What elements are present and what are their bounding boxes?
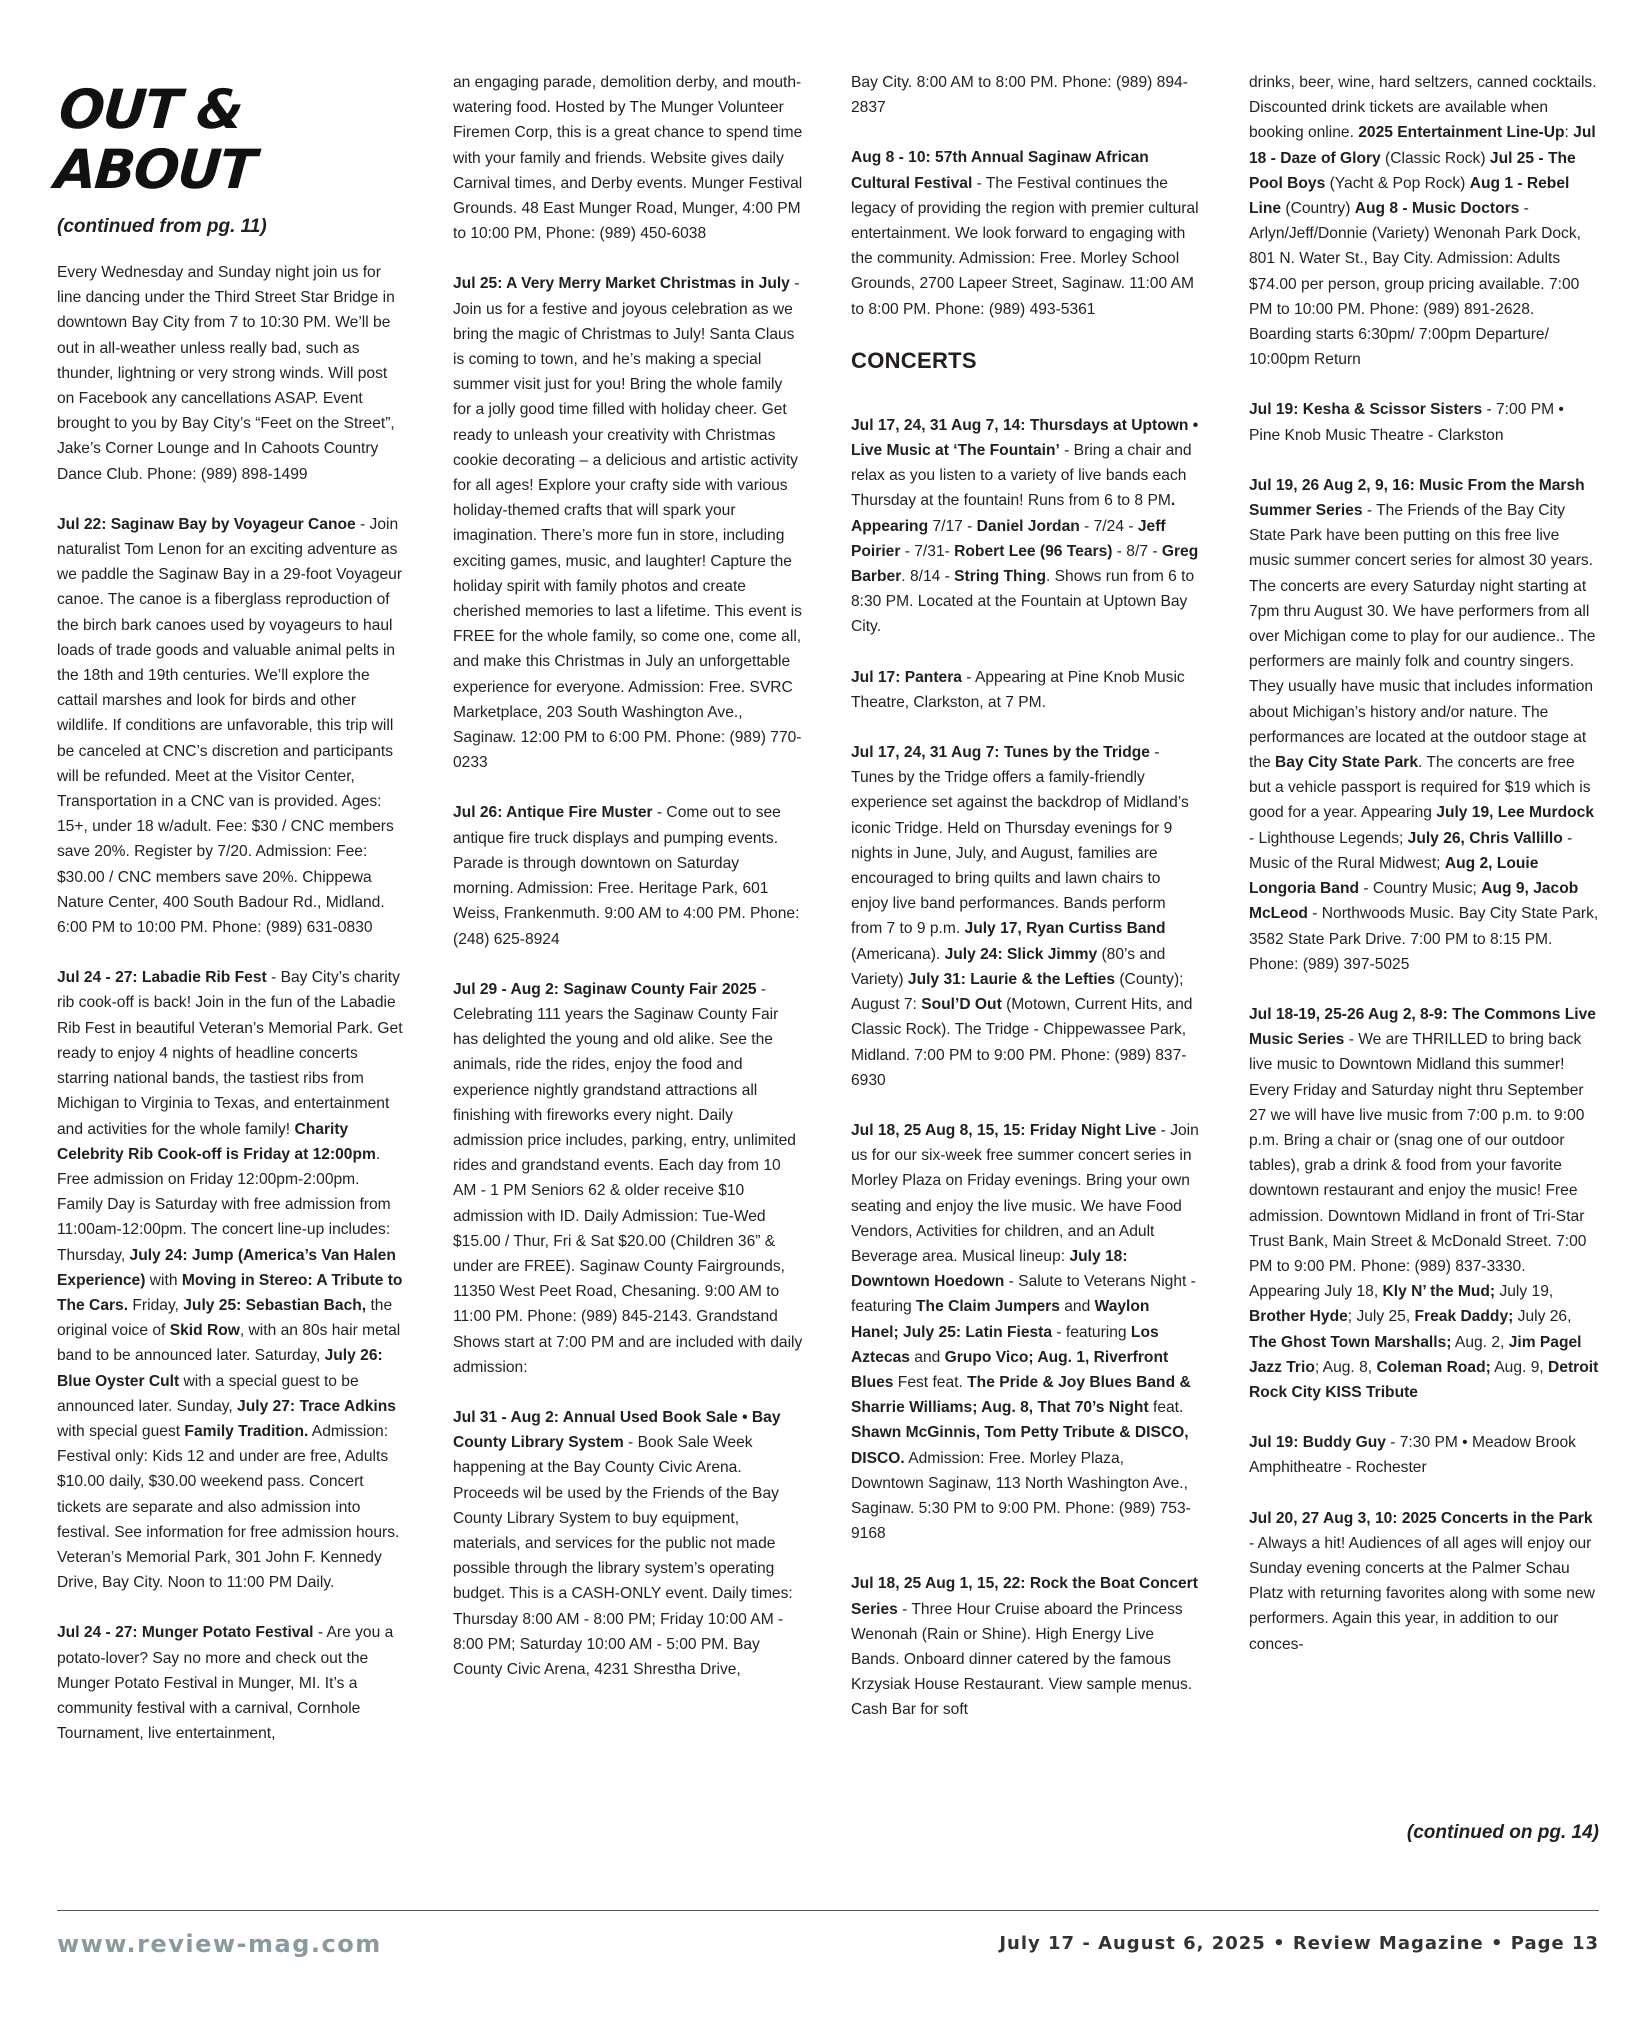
listing-text: with bbox=[145, 1271, 182, 1289]
listing-highlight: Greg Barber bbox=[851, 542, 1199, 586]
listing-body: - 7:00 PM • Pine Knob Music Theatre - Clarkston bbox=[1249, 401, 1564, 444]
listing-highlight: July 25: Sebastian Bach, bbox=[183, 1296, 367, 1314]
listing-highlight: Grupo Vico; Aug. 1, Riverfront Blues bbox=[851, 1348, 1169, 1391]
listing-highlight: Jim Pagel Jazz Trio bbox=[1249, 1333, 1582, 1376]
listing-text: . Shows run from 6 to 8:30 PM. Located at the Fountain at Uptown Bay City. bbox=[851, 568, 1195, 636]
listing-highlight: Jul 18 - Daze of Glory bbox=[1249, 124, 1596, 167]
listing-body: - Are you a potato-lover? Say no more and check out the Munger Potato Festival in Munger, MI. It’s a community festival with a carnival, Cornhole Tournament, live entertainment, bbox=[57, 1624, 394, 1743]
listing-highlight: Daniel Jordan bbox=[976, 517, 1080, 535]
listing-rock-the-boat-continued bbox=[1249, 70, 1599, 372]
listing-text: - Country Music; bbox=[1359, 880, 1482, 898]
continued-from-note: (continued from pg. 11) bbox=[57, 216, 267, 237]
listing-text: . 8/14 - bbox=[901, 568, 955, 586]
listing-book-sale bbox=[453, 1405, 803, 1682]
listing-text: (80’s and Variety) bbox=[851, 945, 1166, 988]
listing-highlight: The Ghost Town Marshalls; bbox=[1249, 1333, 1452, 1351]
listing-title: Jul 24 - 27: Munger Potato Festival bbox=[57, 1624, 314, 1642]
listing-title: Jul 18, 25 Aug 8, 15, 15: Friday Night Live bbox=[851, 1121, 1157, 1139]
column-1 bbox=[52, 78, 407, 1771]
listing-highlight: July 31: Laurie & the Lefties bbox=[907, 970, 1116, 988]
listing-text: - Tunes by the Tridge offers a family-friendly experience set against the backdrop of Midland’s iconic Tridge. Held on Thursday evenings for 9 nights in June, July, and August, families are encouraged to bring quilts and lawn chairs to enjoy live band performances. Bands perform from 7 to 9 p.m. bbox=[851, 744, 1189, 938]
listing-highlight: Jeff Poirier bbox=[851, 517, 1166, 560]
listing-title: Jul 17, 24, 31 Aug 7, 14: Thursdays at Uptown • Live Music at ‘The Fountain’ bbox=[851, 416, 1199, 460]
listing-text: - Arlyn/Jeff/Donnie (Variety) Wenonah Park Dock, 801 N. Water St., Bay City. Admission: Adults $74.00 per person, group pricing available. 7:00 PM to 10:00 PM. Phone: (989) 891-2628. Boarding starts 6:30pm/ 7:00pm Departure/ 10:00pm Return bbox=[1249, 200, 1581, 369]
listing-commons-live-music bbox=[1249, 1002, 1599, 1405]
listing-text: - 7/24 - bbox=[1079, 517, 1138, 535]
listing-body: Every Wednesday and Sunday night join us for line dancing under the Third Street Star Bridge in downtown Bay City from 7 to 10:30 PM. We’ll be out in all-weather unless really bad, such as thunder, lightning or very strong winds. Will post on Facebook any cancellations ASAP. Event brought to you by Bay City’s “Feet on the Street”, Jake’s Corner Lounge and In Cahoots Country Dance Club. Phone: (989) 898-1499 bbox=[57, 264, 395, 483]
column-4 bbox=[1249, 70, 1599, 1682]
listing-book-sale-continued bbox=[851, 70, 1201, 120]
listing-text: . Free admission on Friday 12:00pm-2:00pm. Family Day is Saturday with free admission from 11:00am-12:00pm. The concert line-up includes: Thursday, bbox=[57, 1145, 391, 1264]
listing-title: Jul 18-19, 25-26 Aug 2, 8-9: The Commons Live Music Series bbox=[1249, 1005, 1596, 1049]
listing-text: Friday, bbox=[128, 1296, 184, 1314]
listing-text: (Classic Rock) bbox=[1380, 149, 1490, 167]
listing-text: - 8/7 - bbox=[1112, 542, 1162, 560]
listing-african-cultural-festival bbox=[851, 145, 1201, 321]
listing-highlight: July 18: Downtown Hoedown bbox=[851, 1247, 1128, 1291]
listing-text: and bbox=[1059, 1298, 1095, 1316]
listing-body: an engaging parade, demolition derby, and mouth-watering food. Hosted by The Munger Volunteer Firemen Corp, this is a great chance to spend time with your family and friends. Website gives daily Carnival times, and Derby events. Munger Festival Grounds. 48 East Munger Road, Munger, 4:00 PM to 10:00 PM, Phone: (989) 450-6038 bbox=[453, 74, 803, 243]
listing-title: Jul 24 - 27: Labadie Rib Fest bbox=[57, 969, 267, 987]
listing-text: : bbox=[1564, 124, 1574, 142]
listing-line-dancing bbox=[57, 260, 407, 487]
footer-issue-info: July 17 - August 6, 2025 • Review Magazine • Page 13 bbox=[999, 1933, 1599, 1954]
listing-title: Jul 17, 24, 31 Aug 7: Tunes by the Tridge bbox=[851, 744, 1150, 762]
listing-music-from-the-marsh bbox=[1249, 473, 1599, 977]
listing-body: - Celebrating 111 years the Saginaw County Fair has delighted the young and old alike. See the animals, ride the rides, enjoy the food and experience nightly grandstand attractions all finishing with fireworks every night. Daily admission price includes, parking, entry, unlimited rides and grandstand events. Each day from 10 AM - 1 PM Seniors 62 & older receive $10 admission with ID. Daily Admission: Tue-Wed $15.00 / Thur, Fri & Sat $20.00 (Children 36” & under are FREE). Saginaw County Fairgrounds, 11350 West Peet Road, Chesaning. 9:00 AM to 11:00 PM. Phone: (989) 845-2143. Grandstand Shows start at 7:00 PM and are included with daily admission: bbox=[453, 980, 803, 1376]
listing-text: , with an 80s hair metal band to be announced later. Saturday, bbox=[57, 1322, 401, 1365]
listing-title: Jul 26: Antique Fire Muster bbox=[453, 804, 653, 822]
listing-text: (Motown, Current Hits, and Classic Rock). The Tridge - Chippewassee Park, Midland. 7:00 PM to 9:00 PM. Phone: (989) 837-6930 bbox=[851, 996, 1193, 1089]
listing-thursdays-at-uptown bbox=[851, 413, 1201, 640]
listing-text: the original voice of bbox=[57, 1296, 393, 1340]
listing-highlight: Kly N’ the Mud; bbox=[1382, 1283, 1496, 1301]
listing-christmas-in-july bbox=[453, 271, 803, 775]
listing-highlight: Aug 8 - Music Doctors bbox=[1354, 200, 1520, 218]
listing-highlight: Detroit Rock City KISS Tribute bbox=[1249, 1358, 1599, 1401]
listing-text: - Northwoods Music. Bay City State Park, 3582 State Park Drive. 7:00 PM to 8:15 PM. Phone: (989) 397-5025 bbox=[1249, 905, 1599, 973]
listing-text: with special guest bbox=[57, 1422, 185, 1440]
listing-text: 7/17 - bbox=[928, 517, 977, 535]
listing-body: - Join us for a festive and joyous celebration as we bring the magic of Christmas to July! Santa Claus is coming to town, and he’s making a special summer visit just for you! Bring the whole family for a jolly good time filled with holiday cheer. Get ready to unleash your creativity with Christmas cookie decorating – a delicious and artistic activity for all ages! Explore your crafty side with various holiday-themed crafts that will spark your imagination. There’s more fun in store, including exciting games, music, and laughter! Capture the holiday spirit with family photos and create cherished memories to last a lifetime. This event is FREE for the whole family, so come one, come all, and make this Christmas in July an unforgettable experience for everyone. Admission: Free. SVRC Marketplace, 203 South Washington Ave., Saginaw. 12:00 PM to 6:00 PM. Phone: (989) 770-0233 bbox=[453, 275, 802, 772]
listing-highlight: . Appearing bbox=[851, 492, 1176, 535]
listing-highlight: July 26, Chris Vallillo bbox=[1407, 829, 1563, 847]
listing-text: July 26, bbox=[1513, 1308, 1572, 1326]
listing-highlight: July 27: Trace Adkins bbox=[237, 1397, 396, 1415]
listing-text: - Three Hour Cruise aboard the Princess Wenonah (Rain or Shine). High Energy Live Bands. Onboard dinner catered by the famous Krzysiak House Restaurant. View sample menus. Cash Bar for soft bbox=[851, 1600, 1193, 1719]
listing-text: - 7/31- bbox=[900, 542, 955, 560]
listing-highlight: July 19, Lee Murdock bbox=[1436, 804, 1594, 822]
listing-text: ; Aug. 8, bbox=[1314, 1358, 1377, 1376]
listing-highlight: Freak Daddy; bbox=[1414, 1308, 1514, 1326]
listing-text: with a special guest to be announced later. Sunday, bbox=[57, 1372, 359, 1415]
listing-title: Jul 20, 27 Aug 3, 10: 2025 Concerts in the Park bbox=[1249, 1509, 1593, 1527]
listing-text: (County); August 7: bbox=[851, 970, 1184, 1014]
listing-highlight: Jul 25 - The Pool Boys bbox=[1249, 149, 1576, 192]
listing-title: Aug 8 - 10: 57th Annual Saginaw African Cultural Festival bbox=[851, 149, 1149, 192]
listing-kesha bbox=[1249, 397, 1599, 447]
listing-title: Jul 31 - Aug 2: Annual Used Book Sale • Bay County Library System bbox=[453, 1408, 781, 1452]
listing-text: - Music of the Rural Midwest; bbox=[1249, 829, 1573, 872]
column-2 bbox=[453, 70, 803, 1707]
listing-highlight: Robert Lee (96 Tears) bbox=[954, 542, 1113, 560]
listing-text: ; July 25, bbox=[1347, 1308, 1415, 1326]
listing-friday-night-live bbox=[851, 1118, 1201, 1546]
listing-text: - Join us for our six-week free summer concert series in Morley Plaza on Friday evenings. Bring your own seating and enjoy the live music. We have Food Vendors, Activities for children, and an Adult Beverage area. Musical lineup: bbox=[851, 1121, 1199, 1265]
listing-text: - The Friends of the Bay City State Park have been putting on this free live music summer concert series for almost 30 years. The concerts are every Saturday night starting at 7pm thru August 30. We have performers from all over Michigan come to play for our audience.. The performers are mainly folk and country singers. They usually have music that includes information about Michigan’s history and/or nature. The performances are located at the outdoor stage at the bbox=[1249, 502, 1596, 772]
listing-text: (Americana). bbox=[851, 945, 945, 963]
listing-highlight: July 26: Blue Oyster Cult bbox=[57, 1347, 383, 1390]
listing-highlight: Soul’D Out bbox=[921, 996, 1002, 1014]
listing-body: - Appearing at Pine Knob Music Theatre, Clarkston, at 7 PM. bbox=[851, 668, 1185, 711]
listing-highlight: Bay City State Park bbox=[1275, 754, 1419, 772]
listing-text: - featuring bbox=[1052, 1323, 1131, 1341]
listing-highlight: 2025 Entertainment Line-Up bbox=[1358, 124, 1565, 142]
listing-text: - We are THRILLED to bring back live music to Downtown Midland this summer! Every Friday and Saturday night thru September 27 we will have live music from 7:00 p.m. to 9:00 p.m. Bring a chair or (snag one of our outdoor tables), grab a drink & food from your favorite downtown restaurant and enjoy the music! Free admission. Downtown Midland in front of Tri-Star Trust Bank, Main Street & McDonald Street. 7:00 PM to 9:00 PM. Phone: (989) 837-3330. Appearing July 18, bbox=[1249, 1031, 1587, 1301]
listing-title: Jul 18, 25 Aug 1, 15, 22: Rock the Boat Concert Series bbox=[851, 1575, 1198, 1618]
listing-rock-the-boat bbox=[851, 1571, 1201, 1722]
listing-county-fair bbox=[453, 977, 803, 1380]
listing-body: - Join naturalist Tom Lenon for an exciting adventure as we paddle the Saginaw Bay in a 29-foot Voyageur canoe. The canoe is a fiberglass reproduction of the birch bark canoes used by voyageurs to haul loads of trade goods and valuable animal pelts in the 18th and 19th centuries. We’ll explore the cattail marshes and look for birds and other wildlife. If conditions are unfavorable, this trip will be canceled at CNC’s discretion and participants will be refunded. Meet at the Visitor Center, Transportation in a CNC van is provided. Ages: 15+, under 18 w/adult. Fee: $30 / CNC members save 20%. Register by 7/20. Admission: Fee: $30.00 / CNC members save 20%. Chippewa Nature Center, 400 South Badour Rd., Midland. 6:00 PM to 10:00 PM. Phone: (989) 631-0830 bbox=[57, 515, 403, 937]
listing-pantera bbox=[851, 665, 1201, 715]
listing-text: Admission: Festival only: Kids 12 and under are free, Adults $10.00 daily, $30.00 weekend pass. Concert tickets are separate and also admission into festival. See information for free admission hours. Veteran’s Memorial Park, 301 John F. Kennedy Drive, Bay City. Noon to 11:00 PM Daily. bbox=[57, 1422, 400, 1592]
listing-text: Admission: Free. Morley Plaza, Downtown Saginaw, 113 North Washington Ave., Saginaw. 5:30 PM to 9:00 PM. Phone: (989) 753-9168 bbox=[851, 1449, 1191, 1543]
listing-body: - Come out to see antique fire truck displays and pumping events. Parade is through downtown on Saturday morning. Admission: Free. Heritage Park, 601 Weiss, Frankenmuth. 9:00 AM to 4:00 PM. Phone: (248) 625-8924 bbox=[453, 804, 800, 948]
footer-divider bbox=[57, 1910, 1599, 1911]
listing-text: Aug. 2, bbox=[1451, 1333, 1509, 1351]
concerts-heading: CONCERTS bbox=[851, 347, 977, 373]
listing-concerts-in-the-park bbox=[1249, 1506, 1599, 1657]
listing-title: Jul 25: A Very Merry Market Christmas in July bbox=[453, 275, 790, 293]
listing-highlight: Aug 9, Jacob McLeod bbox=[1249, 880, 1579, 923]
listing-highlight: Aug 2, Louie Longoria Band bbox=[1249, 854, 1539, 898]
listing-highlight: String Thing bbox=[954, 568, 1046, 586]
listing-rib-fest bbox=[57, 965, 407, 1595]
listing-highlight: Los Aztecas bbox=[851, 1323, 1159, 1366]
listing-text: Aug. 9, bbox=[1490, 1358, 1549, 1376]
listing-highlight: July 24: Jump (America’s Van Halen Experience) bbox=[57, 1246, 396, 1289]
listing-highlight: The Claim Jumpers bbox=[916, 1298, 1060, 1316]
listing-text: and bbox=[909, 1348, 945, 1366]
listing-text: (Yacht & Pop Rock) bbox=[1325, 174, 1470, 192]
listing-highlight: Charity Celebrity Rib Cook-off is Friday at 12:00pm bbox=[57, 1120, 376, 1163]
listing-text: - Bring a chair and relax as you listen to a variety of live bands each Thursday at the fountain! Runs from 6 to 8 PM bbox=[851, 442, 1192, 510]
listing-highlight: Skid Row bbox=[169, 1322, 240, 1340]
listing-text: feat. bbox=[1148, 1399, 1184, 1417]
listing-highlight: The Pride & Joy Blues Band & Sharrie Williams; Aug. 8, That 70’s Night bbox=[851, 1373, 1191, 1417]
listing-highlight: Brother Hyde bbox=[1249, 1308, 1348, 1326]
listing-title: Jul 17: Pantera bbox=[851, 668, 962, 686]
listing-text: . The concerts are free but a vehicle passport is required for $19 which is good for a year. Appearing bbox=[1249, 754, 1591, 822]
listing-text: drinks, beer, wine, hard seltzers, canned cocktails. Discounted drink tickets are available when booking online. bbox=[1249, 74, 1597, 142]
listing-body: Bay City. 8:00 AM to 8:00 PM. Phone: (989) 894-2837 bbox=[851, 74, 1188, 117]
listing-title: Jul 19, 26 Aug 2, 9, 16: Music From the Marsh Summer Series bbox=[1249, 476, 1585, 520]
listing-text: July 19, bbox=[1495, 1283, 1554, 1301]
listing-body: - Always a hit! Audiences of all ages will enjoy our Sunday evening concerts at the Palmer Schau Platz with returning favorites along with some new performers. Again this year, in addition to our conces- bbox=[1249, 1534, 1595, 1653]
listing-buddy-guy bbox=[1249, 1430, 1599, 1480]
listing-highlight: Shawn McGinnis, Tom Petty Tribute & DISCO, DISCO. bbox=[851, 1424, 1189, 1467]
column-3 bbox=[851, 70, 1201, 1748]
listing-highlight: Coleman Road; bbox=[1376, 1358, 1491, 1376]
section-masthead: OUT & ABOUT bbox=[52, 78, 257, 201]
listing-title: Jul 19: Buddy Guy bbox=[1249, 1434, 1386, 1452]
listing-text: - Salute to Veterans Night - featuring bbox=[851, 1273, 1196, 1316]
listing-title: Jul 29 - Aug 2: Saginaw County Fair 2025 bbox=[453, 980, 757, 998]
listing-tunes-by-the-tridge bbox=[851, 740, 1201, 1093]
listing-highlight: July 17, Ryan Curtiss Band bbox=[964, 920, 1166, 938]
listing-potato-festival bbox=[57, 1620, 407, 1746]
listing-highlight: July 24: Slick Jimmy bbox=[944, 945, 1098, 963]
listing-body: - The Festival continues the legacy of providing the region with premier cultural entertainment. We look forward to engaging with the community. Admission: Free. Morley School Grounds, 2700 Lapeer Street, Saginaw. 11:00 AM to 8:00 PM. Phone: (989) 493-5361 bbox=[851, 174, 1199, 318]
listing-highlight: Family Tradition. bbox=[184, 1422, 309, 1440]
listing-body: - Book Sale Week happening at the Bay County Civic Arena. Proceeds wil be used by the Friends of the Bay County Library System to buy equipment, materials, and services for the public not made possible through the library system’s operating budget. This is a CASH-ONLY event. Daily times: Thursday 8:00 AM - 8:00 PM; Friday 10:00 AM - 8:00 PM; Saturday 10:00 AM - 5:00 PM. Bay County Civic Arena, 4231 Shrestha Drive, bbox=[453, 1434, 793, 1678]
listing-body: - 7:30 PM • Meadow Brook Amphitheatre - Rochester bbox=[1249, 1434, 1576, 1477]
listing-potato-festival-continued bbox=[453, 70, 803, 246]
listing-canoe bbox=[57, 512, 407, 940]
listing-text: - Lighthouse Legends; bbox=[1249, 829, 1408, 847]
listing-text: (Country) bbox=[1281, 200, 1355, 218]
footer-website: www.review-mag.com bbox=[57, 1930, 382, 1958]
listing-highlight: Moving in Stereo: A Tribute to The Cars. bbox=[57, 1271, 403, 1314]
listing-highlight: Waylon Hanel; July 25: Latin Fiesta bbox=[851, 1298, 1150, 1341]
continued-on-note: (continued on pg. 14) bbox=[1406, 1822, 1599, 1843]
listing-title: Jul 22: Saginaw Bay by Voyageur Canoe bbox=[57, 515, 356, 533]
listing-fire-muster bbox=[453, 800, 803, 951]
listing-title: Jul 19: Kesha & Scissor Sisters bbox=[1249, 401, 1483, 419]
listing-text: Fest feat. bbox=[893, 1373, 968, 1391]
listing-highlight: Aug 1 - Rebel Line bbox=[1249, 174, 1570, 218]
listing-text: - Bay City’s charity rib cook-off is back! Join in the fun of the Labadie Rib Fest in beautiful Veteran’s Memorial Park. Get ready to enjoy 4 nights of headline concerts starring national bands, the tastiest ribs from Michigan to Virginia to Texas, and entertainment and activities for the whole family! bbox=[57, 969, 403, 1138]
